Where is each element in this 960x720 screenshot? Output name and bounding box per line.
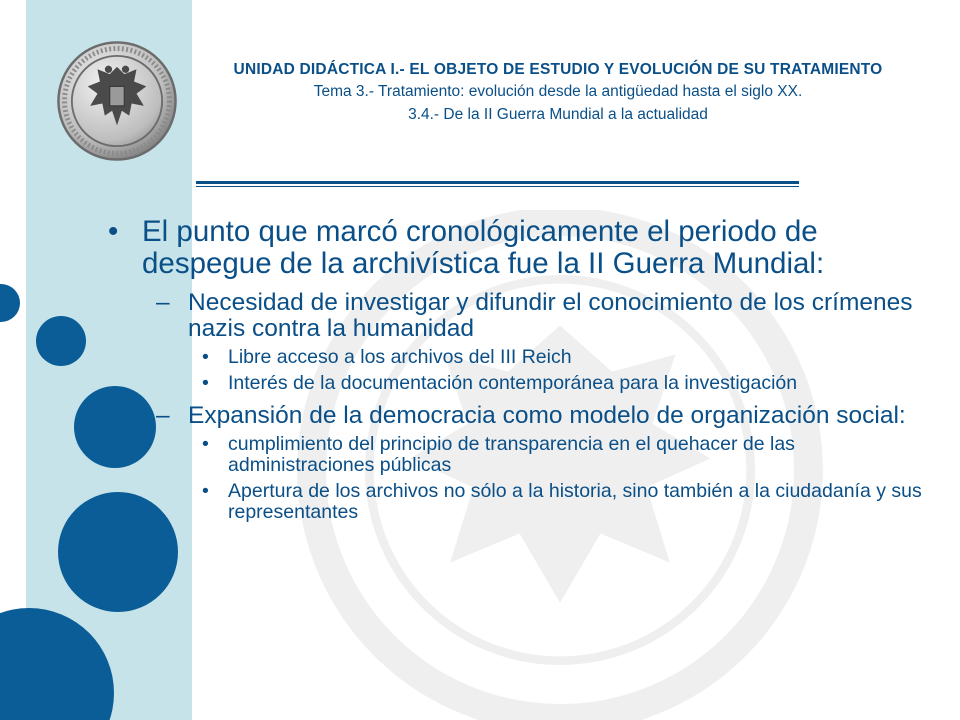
university-seal-icon: [56, 40, 178, 162]
sub-bullet: [108, 403, 946, 429]
decorative-circle: [36, 316, 86, 366]
bullet-marker: •: [202, 433, 209, 455]
unit-title: UNIDAD DIDÁCTICA I.- EL OBJETO DE ESTUDIO Y EVOLUCIÓN DE SU TRATAMIENTO: [233, 61, 883, 78]
sub-bullet-text: Necesidad de investigar y difundir el conocimiento de los crímenes nazis contra la humanidad: [188, 289, 913, 342]
header-divider-thin: [196, 186, 799, 187]
main-bullet-text: El punto que marcó cronológicamente el periodo de despegue de la archivística fue la II Guerra Mundial:: [142, 215, 825, 280]
bullet-marker: •: [202, 346, 209, 368]
sub-bullet-text: Expansión de la democracia como modelo de organización social:: [188, 402, 906, 429]
bullet-marker: •: [108, 215, 119, 248]
detail-bullet-text: Interés de la documentación contemporánea para la investigación: [228, 372, 798, 394]
section-title: 3.4.- De la II Guerra Mundial a la actualidad: [408, 106, 708, 123]
detail-bullet-text: Apertura de los archivos no sólo a la historia, sino también a la ciudadanía y sus representantes: [228, 480, 922, 523]
sub-bullet: [108, 290, 946, 342]
slide-header: [196, 60, 920, 126]
topic-title: Tema 3.- Tratamiento: evolución desde la antigüedad hasta el siglo XX.: [313, 83, 803, 100]
bullet-marker: •: [202, 372, 209, 394]
detail-bullet: [108, 347, 946, 368]
main-bullet: [108, 216, 946, 280]
detail-bullet-text: cumplimiento del principio de transparencia en el quehacer de las administraciones públicas: [228, 433, 795, 476]
header-divider: [196, 181, 799, 184]
decorative-circle: [0, 284, 20, 322]
dash-marker: –: [156, 289, 170, 316]
bullet-marker: •: [202, 480, 209, 502]
detail-bullet: [108, 481, 946, 523]
slide-content: [108, 216, 946, 523]
detail-bullet: [108, 373, 946, 394]
detail-bullet-text: Libre acceso a los archivos del III Reich: [228, 346, 572, 368]
detail-bullet: [108, 434, 946, 476]
dash-marker: –: [156, 402, 170, 429]
